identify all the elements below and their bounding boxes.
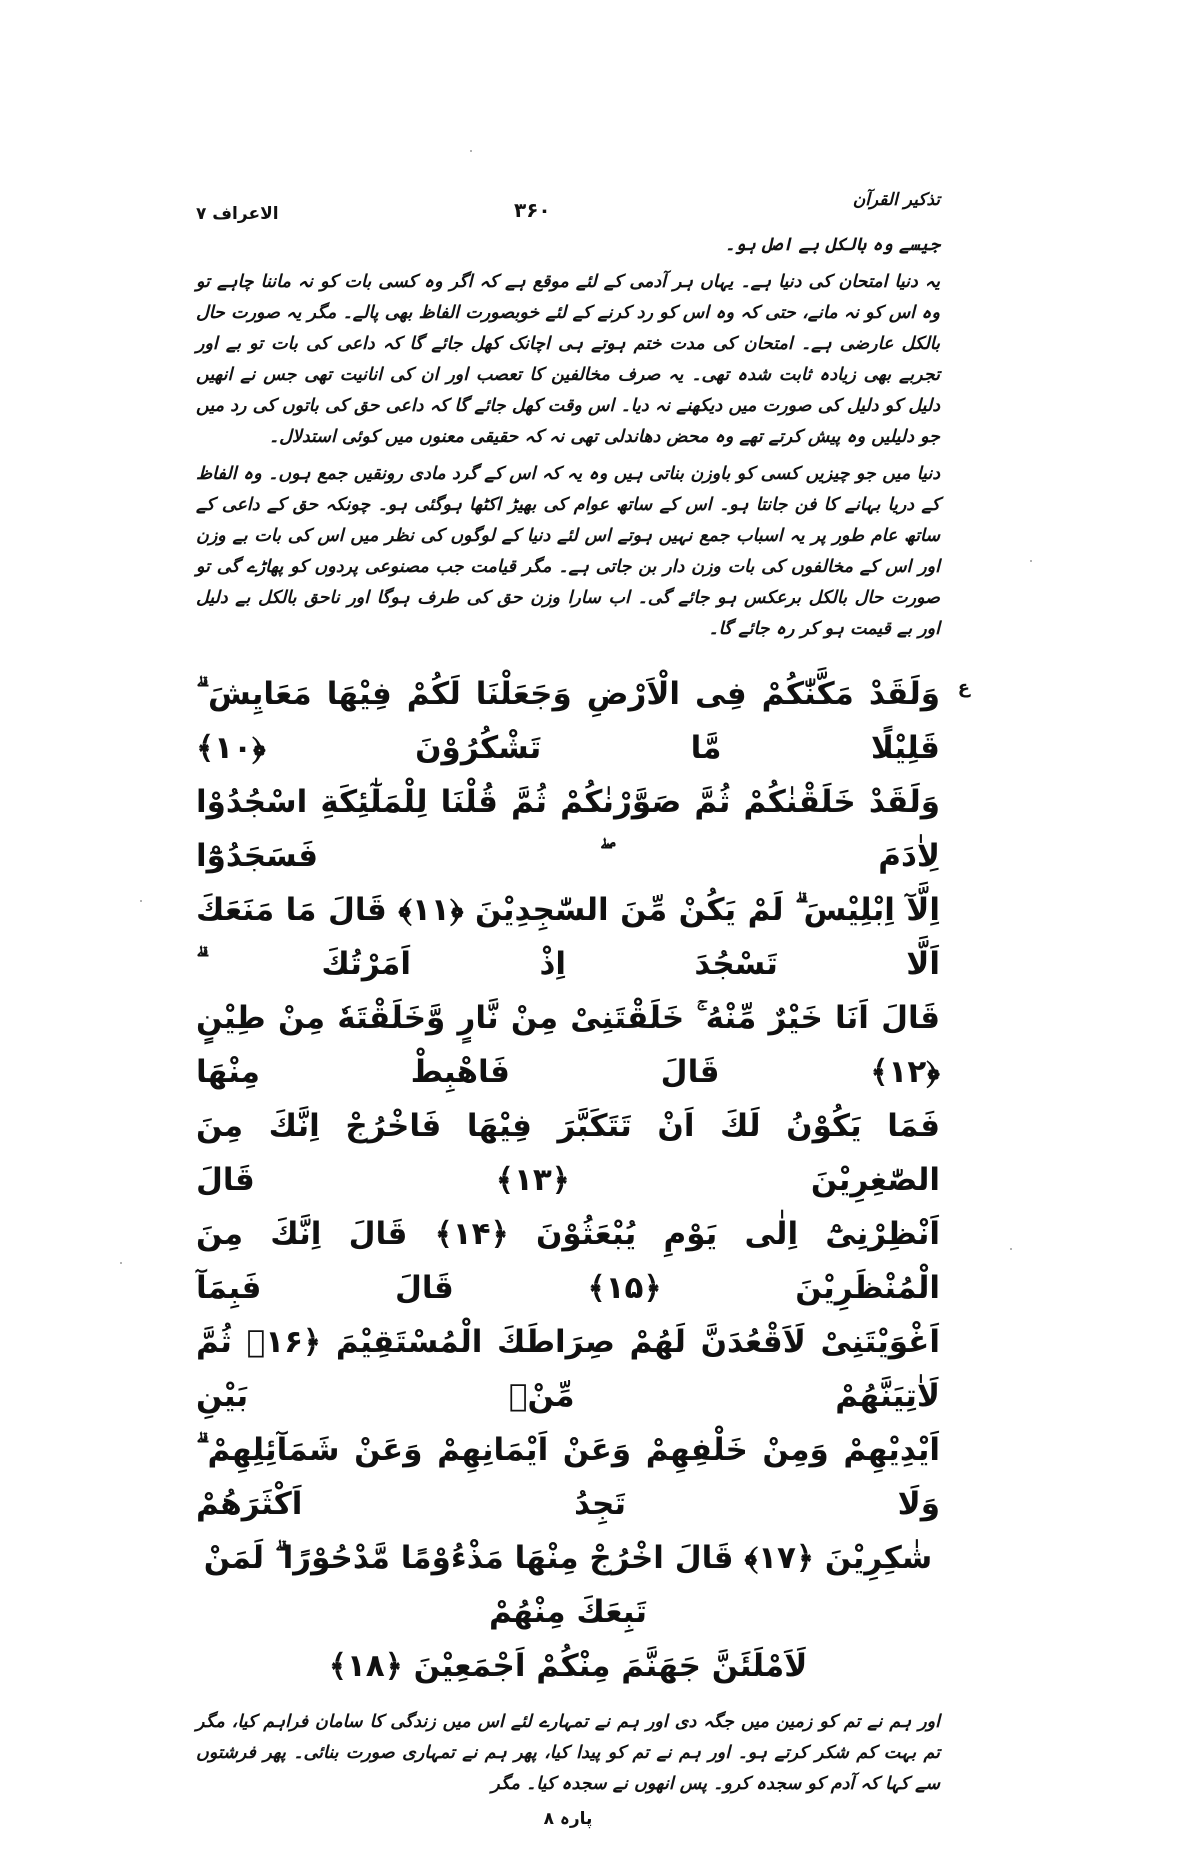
quran-verses-block [196, 667, 940, 1693]
para-footer: پارہ ۸ [543, 1809, 593, 1829]
verse-section [196, 667, 970, 1693]
scan-speck [1010, 1248, 1012, 1250]
verse-line: لَاَمْلَئَنَّ جَهَنَّمَ مِنْكُمْ اَجْمَعِيْنَ ﴿۱۸﴾ [328, 1648, 808, 1684]
verse-line: وَلَقَدْ خَلَقْنٰكُمْ ثُمَّ صَوَّرْنٰكُمْ ثُمَّ قُلْنَا لِلْمَلٰٓئِكَةِ اسْجُدُوْا لِاٰدَمَ ۖ فَسَجَدُوْٓا [196, 784, 940, 874]
scan-speck [140, 900, 142, 902]
surah-reference: الاعراف ۷ [196, 204, 279, 224]
page-header [196, 190, 940, 226]
ruku-marker: ع [957, 677, 970, 698]
book-title: تذکیر القرآن [852, 190, 940, 210]
commentary-paragraph: یہ دنیا امتحان کی دنیا ہے۔ یہاں ہر آدمی کے لئے موقع ہے کہ اگر وہ کسی بات کو نہ ماننا چاہے تو وہ اس کو نہ مانے، حتی کہ وہ اس کو رد کرنے کے لئے خوبصورت الفاظ بھی پالے۔ مگر یہ صورت حال بالکل عارضی ہے۔ امتحان کی مدت ختم ہوتے ہی اچانک کھل جائے گا کہ داعی کی بات تو بے اور تجربے بھی زیادہ ثابت شدہ تھی۔ یہ صرف مخالفین کا تعصب اور ان کی انانیت تھی جس نے انھیں دلیل کو دلیل کی صورت میں دیکھنے نہ دیا۔ اس وقت کھل جائے گا کہ داعی حق کی باتوں کی رد میں جو دلیلیں وہ پیش کرتے تھے وہ محض دھاندلی تھی نہ کہ حقیقی معنوں میں کوئی استدلال۔ [196, 272, 940, 447]
verse-line: اَيْدِيْهِمْ وَمِنْ خَلْفِهِمْ وَعَنْ اَيْمَانِهِمْ وَعَنْ شَمَآئِلِهِمْ ۗ وَلَا تَجِدُ اَكْثَرَهُمْ [196, 1432, 940, 1522]
translation-paragraph: اور ہم نے تم کو زمین میں جگہ دی اور ہم نے تمہارے لئے اس میں زندگی کا سامان فراہم کیا، مگر تم بہت کم شکر کرتے ہو۔ اور ہم نے تم کو پیدا کیا، پھر ہم نے تمہاری صورت بنائی۔ پھر فرشتوں سے کہا کہ آدم کو سجدہ کرو۔ پس انھوں نے سجدہ کیا۔ مگر [196, 1712, 940, 1794]
verse-line: اَغْوَيْتَنِىْ لَاَقْعُدَنَّ لَهُمْ صِرَاطَكَ الْمُسْتَقِيْمَ ﴿۱۶﴾ ثُمَّ لَاٰتِيَنَّهُمْ مِّنْۢ بَيْنِ [196, 1324, 940, 1414]
verse-line: قَالَ اَنَا خَيْرٌ مِّنْهُ ۚ خَلَقْتَنِىْ مِنْ نَّارٍ وَّخَلَقْتَهٗ مِنْ طِيْنٍ ﴿۱۲﴾ قَالَ فَاهْبِطْ مِنْهَا [196, 1000, 940, 1090]
scan-speck [1030, 560, 1032, 562]
verse-line: اِلَّآ اِبْلِيْسَ ۗ لَمْ يَكُنْ مِّنَ السّٰجِدِيْنَ ﴿۱۱﴾ قَالَ مَا مَنَعَكَ اَلَّا تَسْجُدَ اِذْ اَمَرْتُكَ ۗ [196, 892, 940, 982]
scan-speck [120, 1262, 122, 1264]
verse-line: شٰكِرِيْنَ ﴿۱۷﴾ قَالَ اخْرُجْ مِنْهَا مَذْءُوْمًا مَّدْحُوْرًا ۗ لَمَنْ تَبِعَكَ مِنْهُمْ [203, 1540, 933, 1630]
page-number: ۳۶۰ [514, 198, 551, 222]
page-column [196, 0, 970, 1869]
commentary-continuation: جیسے وہ بالکل بے اصل ہو۔ [724, 235, 940, 255]
commentary-paragraph: دنیا میں جو چیزیں کسی کو باوزن بناتی ہیں وہ یہ کہ اس کے گرد مادی رونقیں جمع ہوں۔ وہ الفاظ کے دریا بہانے کا فن جانتا ہو۔ اس کے ساتھ عوام کی بھیڑ اکٹھا ہوگئی ہو۔ چونکہ حق کے داعی کے ساتھ عام طور پر یہ اسباب جمع نہیں ہوتے اس لئے دنیا کے لوگوں کی نظر میں اس کی بات بے وزن اور اس کے مخالفوں کی بات وزن دار بن جاتی ہے۔ مگر قیامت جب مصنوعی پردوں کو پھاڑے گی تو صورت حال بالکل برعکس ہو جائے گی۔ اب سارا وزن حق کی طرف ہوگا اور ناحق بالکل بے دلیل اور بے قیمت ہو کر رہ جائے گا۔ [196, 464, 940, 639]
verse-line: فَمَا يَكُوْنُ لَكَ اَنْ تَتَكَبَّرَ فِيْهَا فَاخْرُجْ اِنَّكَ مِنَ الصّٰغِرِيْنَ ﴿۱۳﴾ قَالَ [196, 1108, 941, 1198]
scan-speck [470, 150, 472, 152]
verse-line: اَنْظِرْنِىْٓ اِلٰى يَوْمِ يُبْعَثُوْنَ ﴿۱۴﴾ قَالَ اِنَّكَ مِنَ الْمُنْظَرِيْنَ ﴿۱۵﴾ قَالَ فَبِمَآ [196, 1216, 940, 1306]
verse-line: وَلَقَدْ مَكَّنّٰكُمْ فِى الْاَرْضِ وَجَعَلْنَا لَكُمْ فِيْهَا مَعَايِشَ ۗ قَلِيْلًا مَّا تَشْكُرُوْنَ ﴿۱۰﴾ [196, 676, 940, 766]
